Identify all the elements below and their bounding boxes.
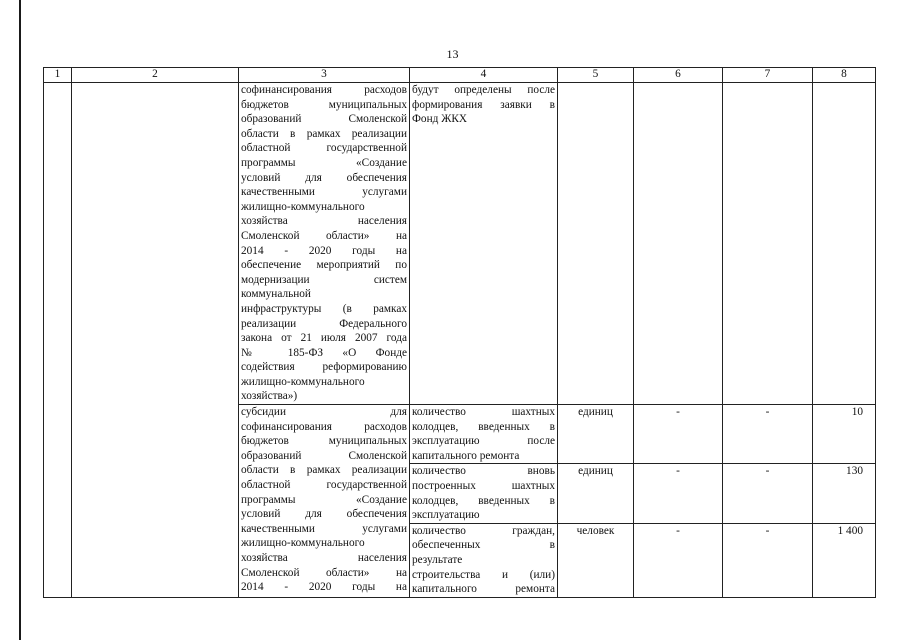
text-line: строительства и (или) <box>412 568 555 581</box>
text-line: хозяйства населения <box>241 552 407 564</box>
text-line: будут определены после <box>412 84 555 96</box>
text-line: Фонд ЖКХ <box>412 113 468 126</box>
indicator-description <box>410 405 558 464</box>
text-line: колодцев, введенных в <box>412 420 555 433</box>
text-line: капитального ремонта <box>412 583 555 596</box>
text-line: качественными услугами <box>241 522 407 535</box>
indicator-unit: единиц <box>558 464 634 523</box>
program-measures-table <box>43 67 876 598</box>
text-line: 2014 - 2020 годы на <box>241 244 407 257</box>
header-cell-4: 4 <box>410 68 558 83</box>
cell-col2-name <box>72 83 239 598</box>
table-row-modernization <box>44 83 876 405</box>
text-line: образований Смоленской <box>241 449 407 462</box>
text-line: софинансирования расходов <box>241 84 407 96</box>
text-line: областной государственной <box>241 479 407 492</box>
text-line: 2014 - 2020 годы на <box>241 581 407 594</box>
table-header-row <box>44 68 876 83</box>
page-binding-line <box>19 0 21 640</box>
text-line: эксплуатацию <box>412 509 480 522</box>
text-line: содействия реформированию <box>241 361 407 374</box>
text-line: коммунальной <box>241 288 311 301</box>
text-line: условий для обеспечения <box>241 171 407 184</box>
text-line: Смоленской области» на <box>241 229 407 242</box>
text-line: жилищно-коммунального <box>241 200 365 213</box>
text-line: областной государственной <box>241 142 407 155</box>
text-line: колодцев, введенных в <box>412 494 555 507</box>
indicator-value-col7: - <box>723 523 813 597</box>
cell-col1-number <box>44 83 72 598</box>
indicator-note <box>410 83 558 405</box>
text-line: софинансирования расходов <box>241 420 407 433</box>
text-line: эксплуатацию после <box>412 435 555 448</box>
header-cell-2: 2 <box>72 68 239 83</box>
cell-col8-empty <box>813 83 876 405</box>
text-line: обеспечение мероприятий по <box>241 259 407 272</box>
text-line: условий для обеспечения <box>241 508 407 521</box>
indicator-description <box>410 464 558 523</box>
text-line: количество шахтных <box>412 406 555 419</box>
indicator-description <box>410 523 558 597</box>
text-line: хозяйства населения <box>241 215 407 228</box>
header-cell-3: 3 <box>239 68 410 83</box>
text-line: формирования заявки в <box>412 98 555 111</box>
text-line: жилищно-коммунального <box>241 375 365 388</box>
text-line: бюджетов муниципальных <box>241 435 407 448</box>
text-line: № 185-ФЗ «О Фонде <box>241 346 407 359</box>
text-line: хозяйства») <box>241 390 298 403</box>
text-line: инфраструктуры (в рамках <box>241 302 407 315</box>
text-line: бюджетов муниципальных <box>241 98 407 111</box>
text-line: количество граждан, <box>412 524 555 537</box>
text-line: качественными услугами <box>241 186 407 199</box>
header-cell-6: 6 <box>634 68 723 83</box>
text-line: программы «Создание <box>241 493 407 506</box>
indicator-value-col6: - <box>634 523 723 597</box>
indicator-value-col8: 130 <box>813 464 876 523</box>
header-cell-1: 1 <box>44 68 72 83</box>
indicator-value-col8: 10 <box>813 405 876 464</box>
text-line: результате <box>412 554 463 566</box>
indicator-value-col7: - <box>723 405 813 464</box>
subsidy-description <box>239 405 410 598</box>
text-line: обеспеченных в <box>412 539 555 552</box>
text-line: количество вновь <box>412 465 555 478</box>
indicator-value-col7: - <box>723 464 813 523</box>
header-cell-8: 8 <box>813 68 876 83</box>
text-line: закона от 21 июля 2007 года <box>241 332 407 345</box>
indicator-unit: человек <box>558 523 634 597</box>
header-cell-7: 7 <box>723 68 813 83</box>
measure-description <box>239 83 410 405</box>
indicator-unit: единиц <box>558 405 634 464</box>
text-line: жилищно-коммунального <box>241 537 365 550</box>
cell-col5-empty <box>558 83 634 405</box>
text-line: капитального ремонта <box>412 449 520 462</box>
text-line: образований Смоленской <box>241 113 407 126</box>
cell-col7-empty <box>723 83 813 405</box>
text-line: субсидии для <box>241 406 407 419</box>
indicator-value-col8: 1 400 <box>813 523 876 597</box>
text-line: Смоленской области» на <box>241 566 407 579</box>
text-line: построенных шахтных <box>412 480 555 493</box>
text-line: модернизации систем <box>241 273 407 286</box>
page-number: 13 <box>446 47 459 61</box>
header-cell-5: 5 <box>558 68 634 83</box>
text-line: области в рамках реализации <box>241 464 407 477</box>
text-line: программы «Создание <box>241 156 407 169</box>
cell-col6-empty <box>634 83 723 405</box>
text-line: области в рамках реализации <box>241 127 407 140</box>
indicator-value-col6: - <box>634 464 723 523</box>
text-line: реализации Федерального <box>241 317 407 330</box>
indicator-value-col6: - <box>634 405 723 464</box>
